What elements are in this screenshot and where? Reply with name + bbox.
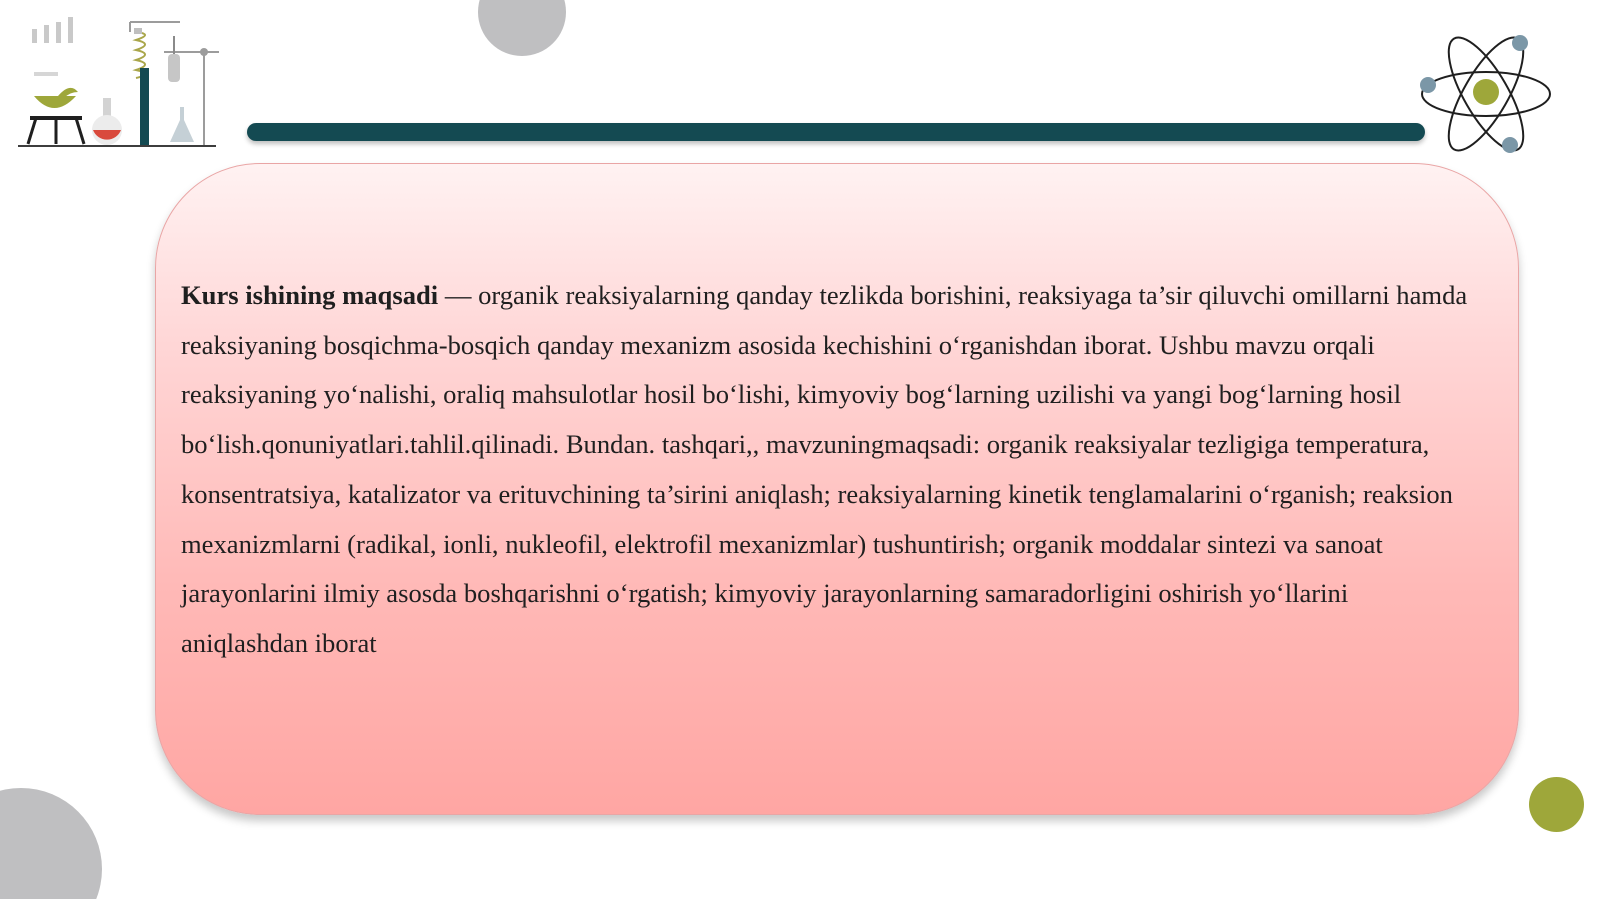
title-bar-decoration bbox=[247, 123, 1425, 141]
decorative-circle-bottom-left bbox=[0, 788, 102, 899]
chemistry-lab-equipment-icon bbox=[14, 12, 226, 158]
paragraph-body: — organik reaksiyalarning qanday tezlikda borishini, reaksiyaga ta’sir qiluvchi omillarni hamda reaksiyaning bosqichma-bosqich qanday mexanizm asosida kechishini o‘rganishdan iborat. Ushbu mavzu orqali reaksiyaning yo‘nalishi, oraliq mahsulotlar hosil bo‘lishi, kimyoviy bog‘larning uzilishi va yangi bog‘larning hosil bo‘lish.qonuniyatlari.tahlil.qilinadi. Bundan. tashqari,, mavzuningmaqsadi: organik reaksiyalar tezligiga temperatura, konsentratsiya, katalizator va erituvchining ta’sirini aniqlash; reaksiyalarning kinetik tenglamalarini o‘rganish; reaksion mexanizmlarni (radikal, ionli, nukleofil, elektrofil mexanizmlar) tushuntirish; organik moddalar sintezi va sanoat jarayonlarini ilmiy asosda boshqarishni o‘rgatish; kimyoviy jarayonlarning samaradorligini oshirish yo‘llarini aniqlashdan iborat bbox=[181, 280, 1468, 658]
decorative-circle-bottom-right bbox=[1529, 777, 1584, 832]
decorative-circle-top bbox=[478, 0, 566, 56]
body-paragraph bbox=[181, 271, 1473, 669]
paragraph-lead: Kurs ishining maqsadi bbox=[181, 280, 439, 310]
atom-icon bbox=[1412, 30, 1552, 160]
